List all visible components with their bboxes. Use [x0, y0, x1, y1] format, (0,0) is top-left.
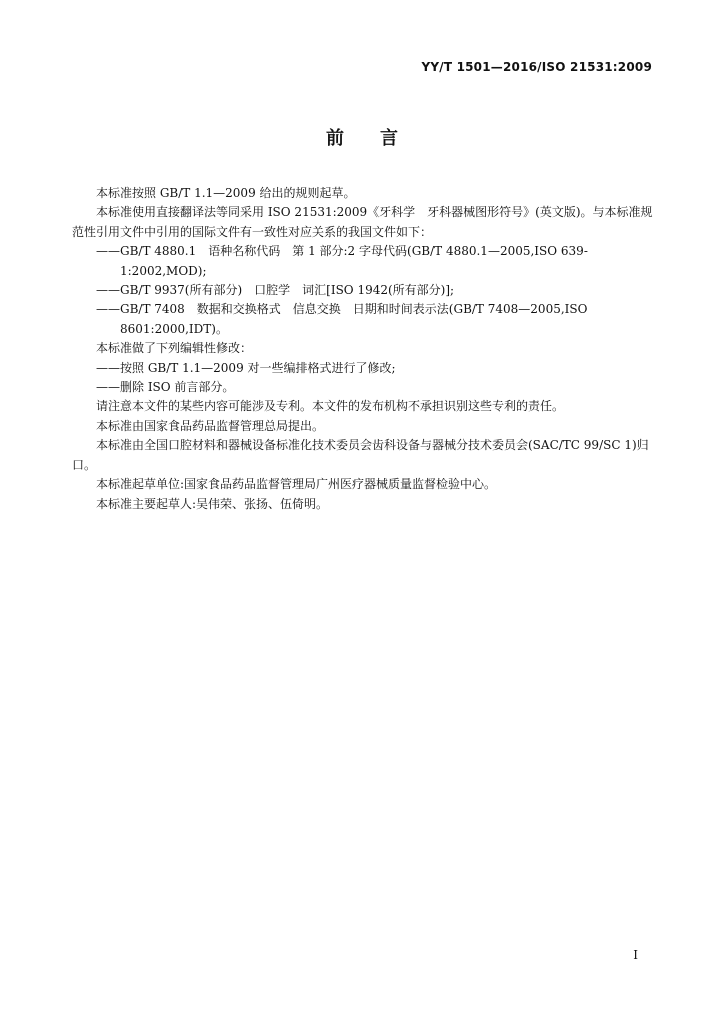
list-item-doc — [72, 300, 656, 339]
list-dash: —— — [96, 283, 120, 298]
paragraph-committee: 本标准由全国口腔材料和器械设备标准化技术委员会齿科设备与器械分技术委员会(SAC/TC 99/SC 1)归口。 — [72, 438, 649, 472]
page-title: 前言 — [326, 128, 434, 149]
list-item-change — [72, 359, 656, 378]
page-number: I — [633, 948, 638, 962]
list-item-text: 按照 GB/T 1.1—2009 对一些编排格式进行了修改; — [120, 360, 396, 375]
list-dash: —— — [96, 302, 120, 317]
paragraph-drafting-unit: 本标准起草单位:国家食品药品监督管理局广州医疗器械质量监督检验中心。 — [96, 477, 497, 492]
paragraph-drafters: 本标准主要起草人:吴伟荣、张扬、伍倚明。 — [96, 496, 329, 511]
list-item-text: 删除 ISO 前言部分。 — [120, 380, 235, 395]
paragraph-patent-notice: 请注意本文件的某些内容可能涉及专利。本文件的发布机构不承担识别这些专利的责任。 — [96, 399, 565, 414]
list-item-doc — [72, 242, 656, 281]
list-dash: —— — [96, 380, 120, 395]
paragraph-drafting-rules: 本标准按照 GB/T 1.1—2009 给出的规则起草。 — [96, 186, 356, 200]
paragraph-adoption: 本标准使用直接翻译法等同采用 ISO 21531:2009《牙科学 牙科器械图形符号》(英文版)。与本标准规范性引用文件中引用的国际文件有一致性对应关系的我国文件如下： — [72, 205, 653, 239]
list-item-text: GB/T 9937(所有部分) 口腔学 词汇[ISO 1942(所有部分)]; — [120, 283, 455, 298]
list-item-text: GB/T 4880.1 语种名称代码 第 1 部分:2 字母代码(GB/T 4880.1—2005,ISO 639-1:2002,MOD); — [120, 244, 588, 278]
paragraph-editorial-intro: 本标准做了下列编辑性修改： — [96, 341, 253, 356]
list-item-doc — [72, 281, 656, 300]
list-dash: —— — [96, 244, 120, 259]
list-dash: —— — [96, 360, 120, 375]
foreword-body — [72, 184, 656, 514]
list-item-text: GB/T 7408 数据和交换格式 信息交换 日期和时间表示法(GB/T 7408—2005,ISO 8601:2000,IDT)。 — [120, 302, 588, 336]
list-item-change — [72, 378, 656, 397]
paragraph-proposer: 本标准由国家食品药品监督管理总局提出。 — [96, 418, 325, 433]
standard-code-header: YY/T 1501—2016/ISO 21531:2009 — [421, 60, 652, 74]
